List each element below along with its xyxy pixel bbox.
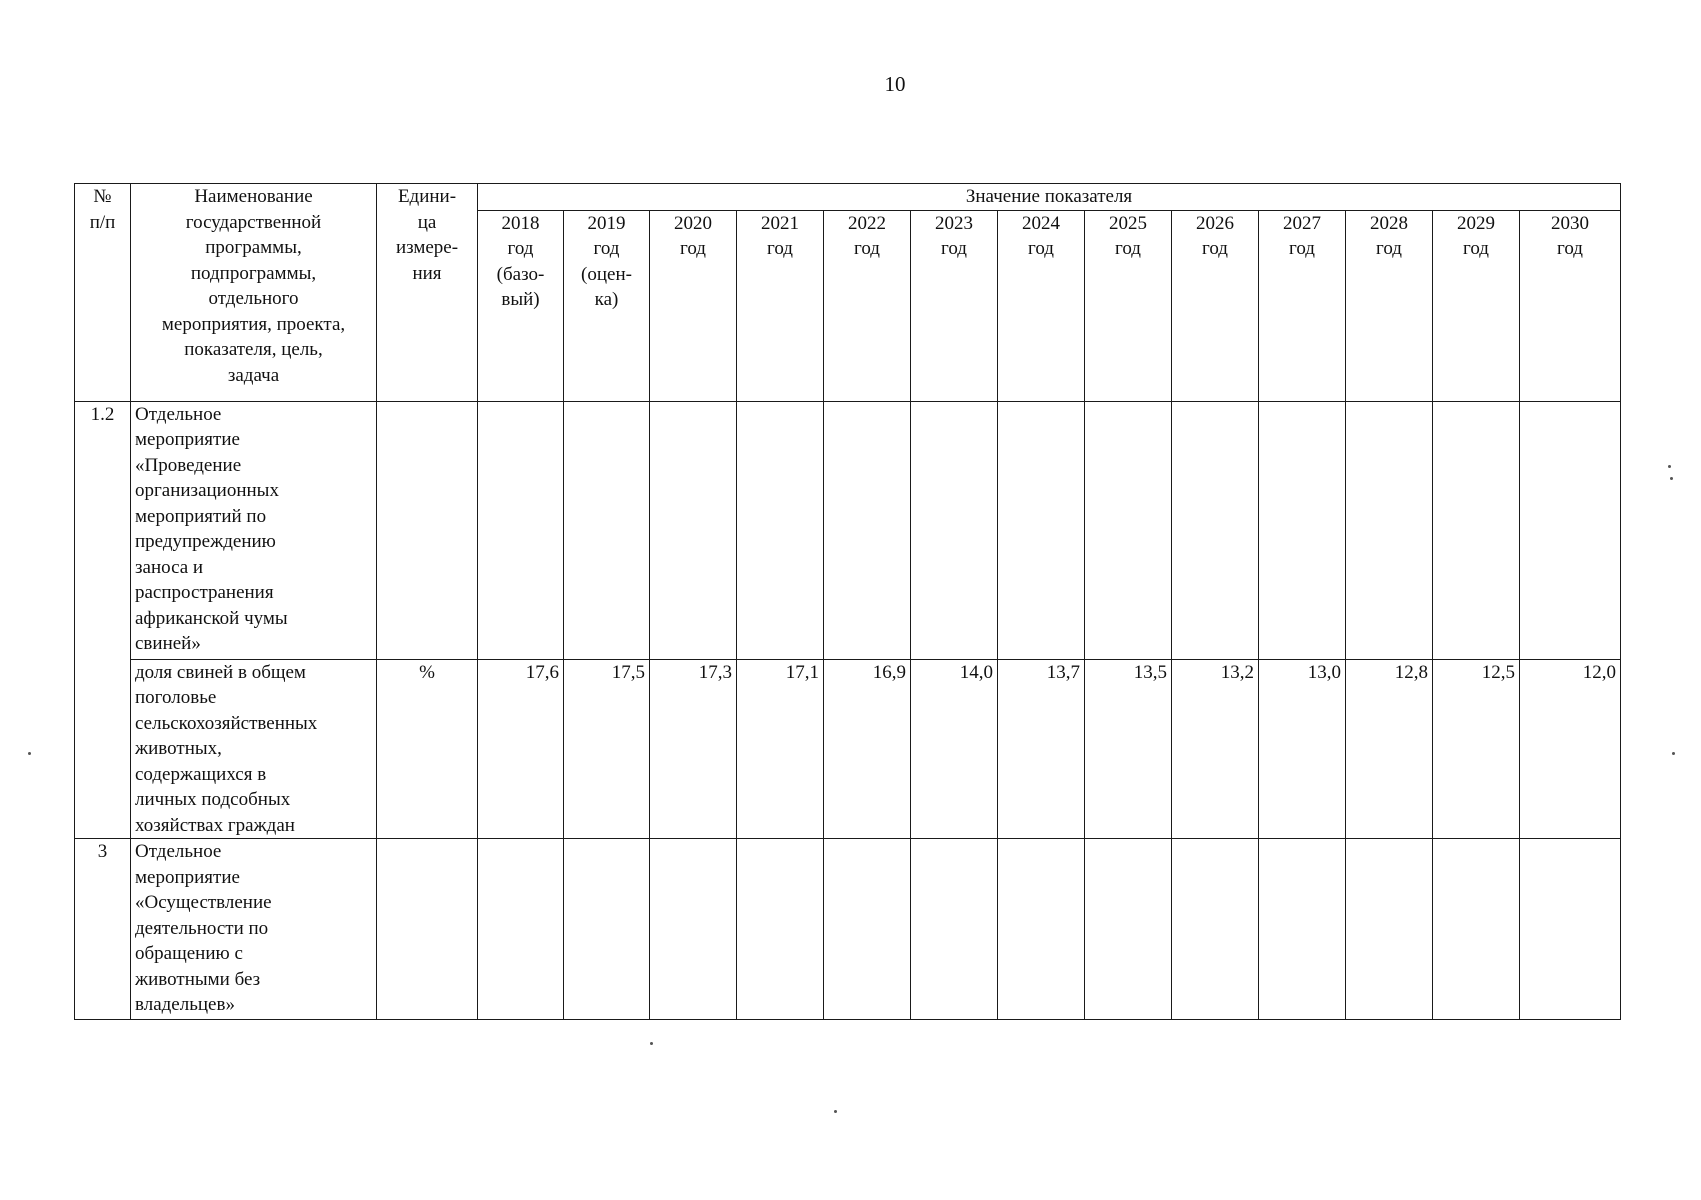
year-header: 2018 год (базо- вый) <box>478 210 564 401</box>
scan-speck <box>28 752 31 755</box>
scan-speck <box>1668 465 1671 468</box>
header-row-top <box>75 184 1621 211</box>
value-cell <box>1433 401 1520 659</box>
value-cell <box>1346 401 1433 659</box>
value-cell <box>824 839 911 1020</box>
row-number: 1.2 <box>75 401 131 839</box>
value-cell: 13,5 <box>1085 659 1172 839</box>
value-cell: 13,0 <box>1259 659 1346 839</box>
value-cell <box>564 839 650 1020</box>
year-header: 2023 год <box>911 210 998 401</box>
value-cell <box>911 401 998 659</box>
value-cell <box>1259 839 1346 1020</box>
table-row-event-1-2 <box>75 401 1621 659</box>
year-header: 2030 год <box>1520 210 1621 401</box>
scan-speck <box>1672 752 1675 755</box>
value-cell <box>650 839 737 1020</box>
row-name: доля свиней в общем поголовье сельскохозяйственных животных, содержащихся в личных подсобных хозяйствах граждан <box>131 659 377 839</box>
value-cell <box>650 401 737 659</box>
column-header-name: Наименование государственной программы, подпрограммы, отдельного мероприятия, проекта, показателя, цель, задача <box>131 184 377 402</box>
column-header-unit: Едини- ца измере- ния <box>377 184 478 402</box>
column-group-header-values: Значение показателя <box>478 184 1621 211</box>
value-cell <box>1520 401 1621 659</box>
value-cell <box>998 401 1085 659</box>
value-cell <box>1172 839 1259 1020</box>
year-header: 2022 год <box>824 210 911 401</box>
value-cell <box>824 401 911 659</box>
value-cell <box>1346 839 1433 1020</box>
year-header: 2025 год <box>1085 210 1172 401</box>
row-unit: % <box>377 659 478 839</box>
value-cell: 12,8 <box>1346 659 1433 839</box>
row-name: Отдельное мероприятие «Проведение организационных мероприятий по предупреждению заноса и распространения африканской чумы свиней» <box>131 401 377 659</box>
value-cell <box>478 839 564 1020</box>
year-header: 2029 год <box>1433 210 1520 401</box>
year-header: 2020 год <box>650 210 737 401</box>
row-unit <box>377 839 478 1020</box>
year-header: 2026 год <box>1172 210 1259 401</box>
row-name: Отдельное мероприятие «Осуществление деятельности по обращению с животными без владельцев» <box>131 839 377 1020</box>
column-header-number: № п/п <box>75 184 131 402</box>
row-unit <box>377 401 478 659</box>
value-cell <box>911 839 998 1020</box>
value-cell <box>478 401 564 659</box>
value-cell <box>564 401 650 659</box>
value-cell <box>998 839 1085 1020</box>
year-header: 2019 год (оцен- ка) <box>564 210 650 401</box>
value-cell <box>1085 401 1172 659</box>
year-header: 2028 год <box>1346 210 1433 401</box>
value-cell: 13,2 <box>1172 659 1259 839</box>
value-cell <box>1085 839 1172 1020</box>
value-cell: 16,9 <box>824 659 911 839</box>
value-cell: 12,5 <box>1433 659 1520 839</box>
value-cell <box>1172 401 1259 659</box>
year-header: 2027 год <box>1259 210 1346 401</box>
value-cell: 17,3 <box>650 659 737 839</box>
value-cell: 17,6 <box>478 659 564 839</box>
table-row-event-3 <box>75 839 1621 1020</box>
value-cell <box>1520 839 1621 1020</box>
year-header: 2024 год <box>998 210 1085 401</box>
value-cell <box>1259 401 1346 659</box>
value-cell: 17,1 <box>737 659 824 839</box>
value-cell: 12,0 <box>1520 659 1621 839</box>
scan-speck <box>650 1042 653 1045</box>
indicators-table <box>74 183 1621 1020</box>
value-cell <box>737 839 824 1020</box>
scan-speck <box>1670 477 1673 480</box>
year-header: 2021 год <box>737 210 824 401</box>
row-number: 3 <box>75 839 131 1020</box>
page-number: 10 <box>884 72 906 96</box>
scan-speck <box>834 1110 837 1113</box>
value-cell: 17,5 <box>564 659 650 839</box>
value-cell <box>737 401 824 659</box>
value-cell: 13,7 <box>998 659 1085 839</box>
table-row-indicator <box>75 659 1621 839</box>
value-cell: 14,0 <box>911 659 998 839</box>
value-cell <box>1433 839 1520 1020</box>
